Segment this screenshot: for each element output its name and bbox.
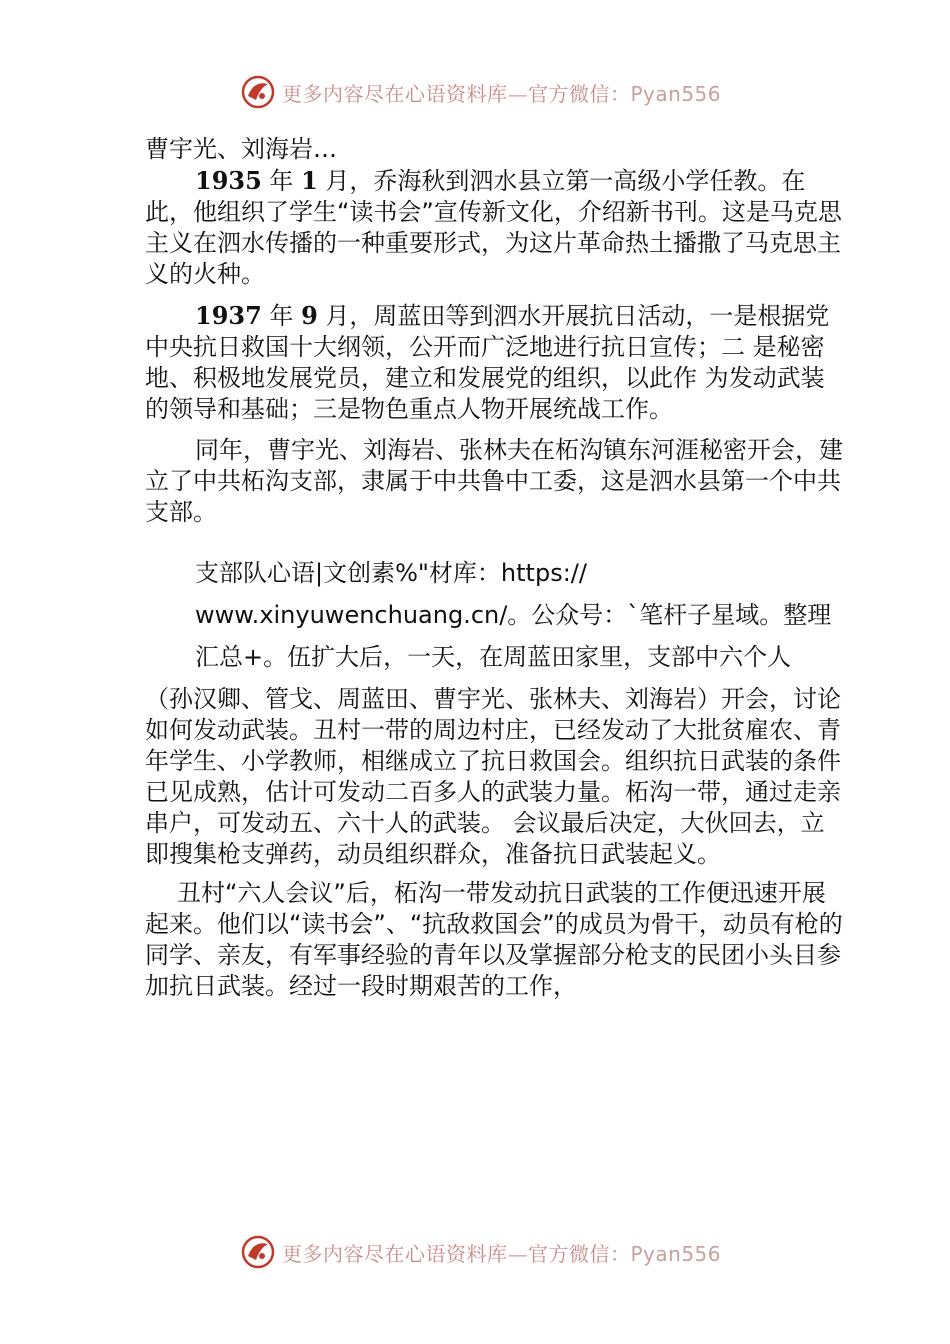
p1-rest: 月，乔海秋到泗水县立第一高级小学任教。在此，他组织了学生“读书会”宣传新文化，介绍新书刊。这是马克思主义在泗水传播的一种重要形式，为这片革命热土播撒了马克思主义的火种。 — [145, 167, 842, 288]
p2-rest: 月，周蓝田等到泗水开展抗日活动，一是根据党中央抗日救国十大纲领，公开而广泛地进行抗日宣传；二 是秘密地、积极地发展党员，建立和发展党的组织，以此作 为发动武装的领导和基础；三是物色重点人物开展统战工作。 — [145, 302, 830, 423]
watermark-text — [282, 78, 721, 107]
paragraph-1 — [145, 165, 845, 290]
watermark-account: Pyan556 — [630, 81, 722, 106]
p1-year-unit: 年 — [261, 167, 302, 195]
p1-year: 1935 — [195, 166, 262, 195]
watermark-footer — [240, 1232, 721, 1272]
watermark-dash: — — [507, 1241, 528, 1266]
logo-icon — [240, 1234, 276, 1270]
watermark-header — [240, 72, 721, 112]
paragraph-2 — [145, 300, 845, 425]
watermark-official: 官方微信： — [528, 1241, 631, 1266]
p1-month: 1 — [301, 166, 318, 195]
p2-year: 1937 — [195, 301, 262, 330]
p2-year-unit: 年 — [261, 302, 302, 330]
watermark-official: 官方微信： — [528, 81, 631, 106]
watermark-dash: — — [507, 81, 528, 106]
paragraph-3: 同年，曹宇光、刘海岩、张林夫在柘沟镇东河涯秘密开会，建立了中共柘沟支部，隶属于中共鲁中工委，这是泗水县第一个中共支部。 — [145, 436, 843, 526]
paragraph-6: 丑村“六人会议”后，柘沟一带发动抗日武装的工作便迅速开展起来。他们以“读书会”、“抗敌救国会”的成员为骨干，动员有枪的同学、亲友，有军事经验的青年以及掌握部分枪支的民团小头目参加抗日武装。经过一段时期艰苦的工作， — [145, 879, 843, 1000]
watermark-main: 更多内容尽在心语资料库 — [282, 1241, 508, 1266]
paragraph-0: 曹宇光、刘海岩… — [145, 135, 337, 163]
p2-month: 9 — [301, 301, 318, 330]
logo-icon — [240, 74, 276, 110]
paragraph-4-source-note: 支部队心语|文创素%"材库：https:// www.xinyuwenchuang.cn/。公众号：`笔杆子星域。整理汇总+。伍扩大后，一天，在周蓝田家里，支部中六个人 — [195, 559, 832, 671]
watermark-account: Pyan556 — [630, 1241, 722, 1266]
watermark-main: 更多内容尽在心语资料库 — [282, 81, 508, 106]
paragraph-5: （孙汉卿、管戈、周蓝田、曹宇光、张林夫、刘海岩）开会，讨论如何发动武装。丑村一带的周边村庄，已经发动了大批贫雇农、青年学生、小学教师，相继成立了抗日救国会。组织抗日武装的条件已见成熟，估计可发动二百多人的武装力量。柘沟一带，通过走亲串户，可发动五、六十人的武装。 会议最后决定，大伙回去，立即搜集枪支弹药，动员组织群众，准备抗日武装起义。 — [145, 685, 841, 868]
watermark-text — [282, 1238, 721, 1267]
document-body — [145, 134, 845, 1002]
